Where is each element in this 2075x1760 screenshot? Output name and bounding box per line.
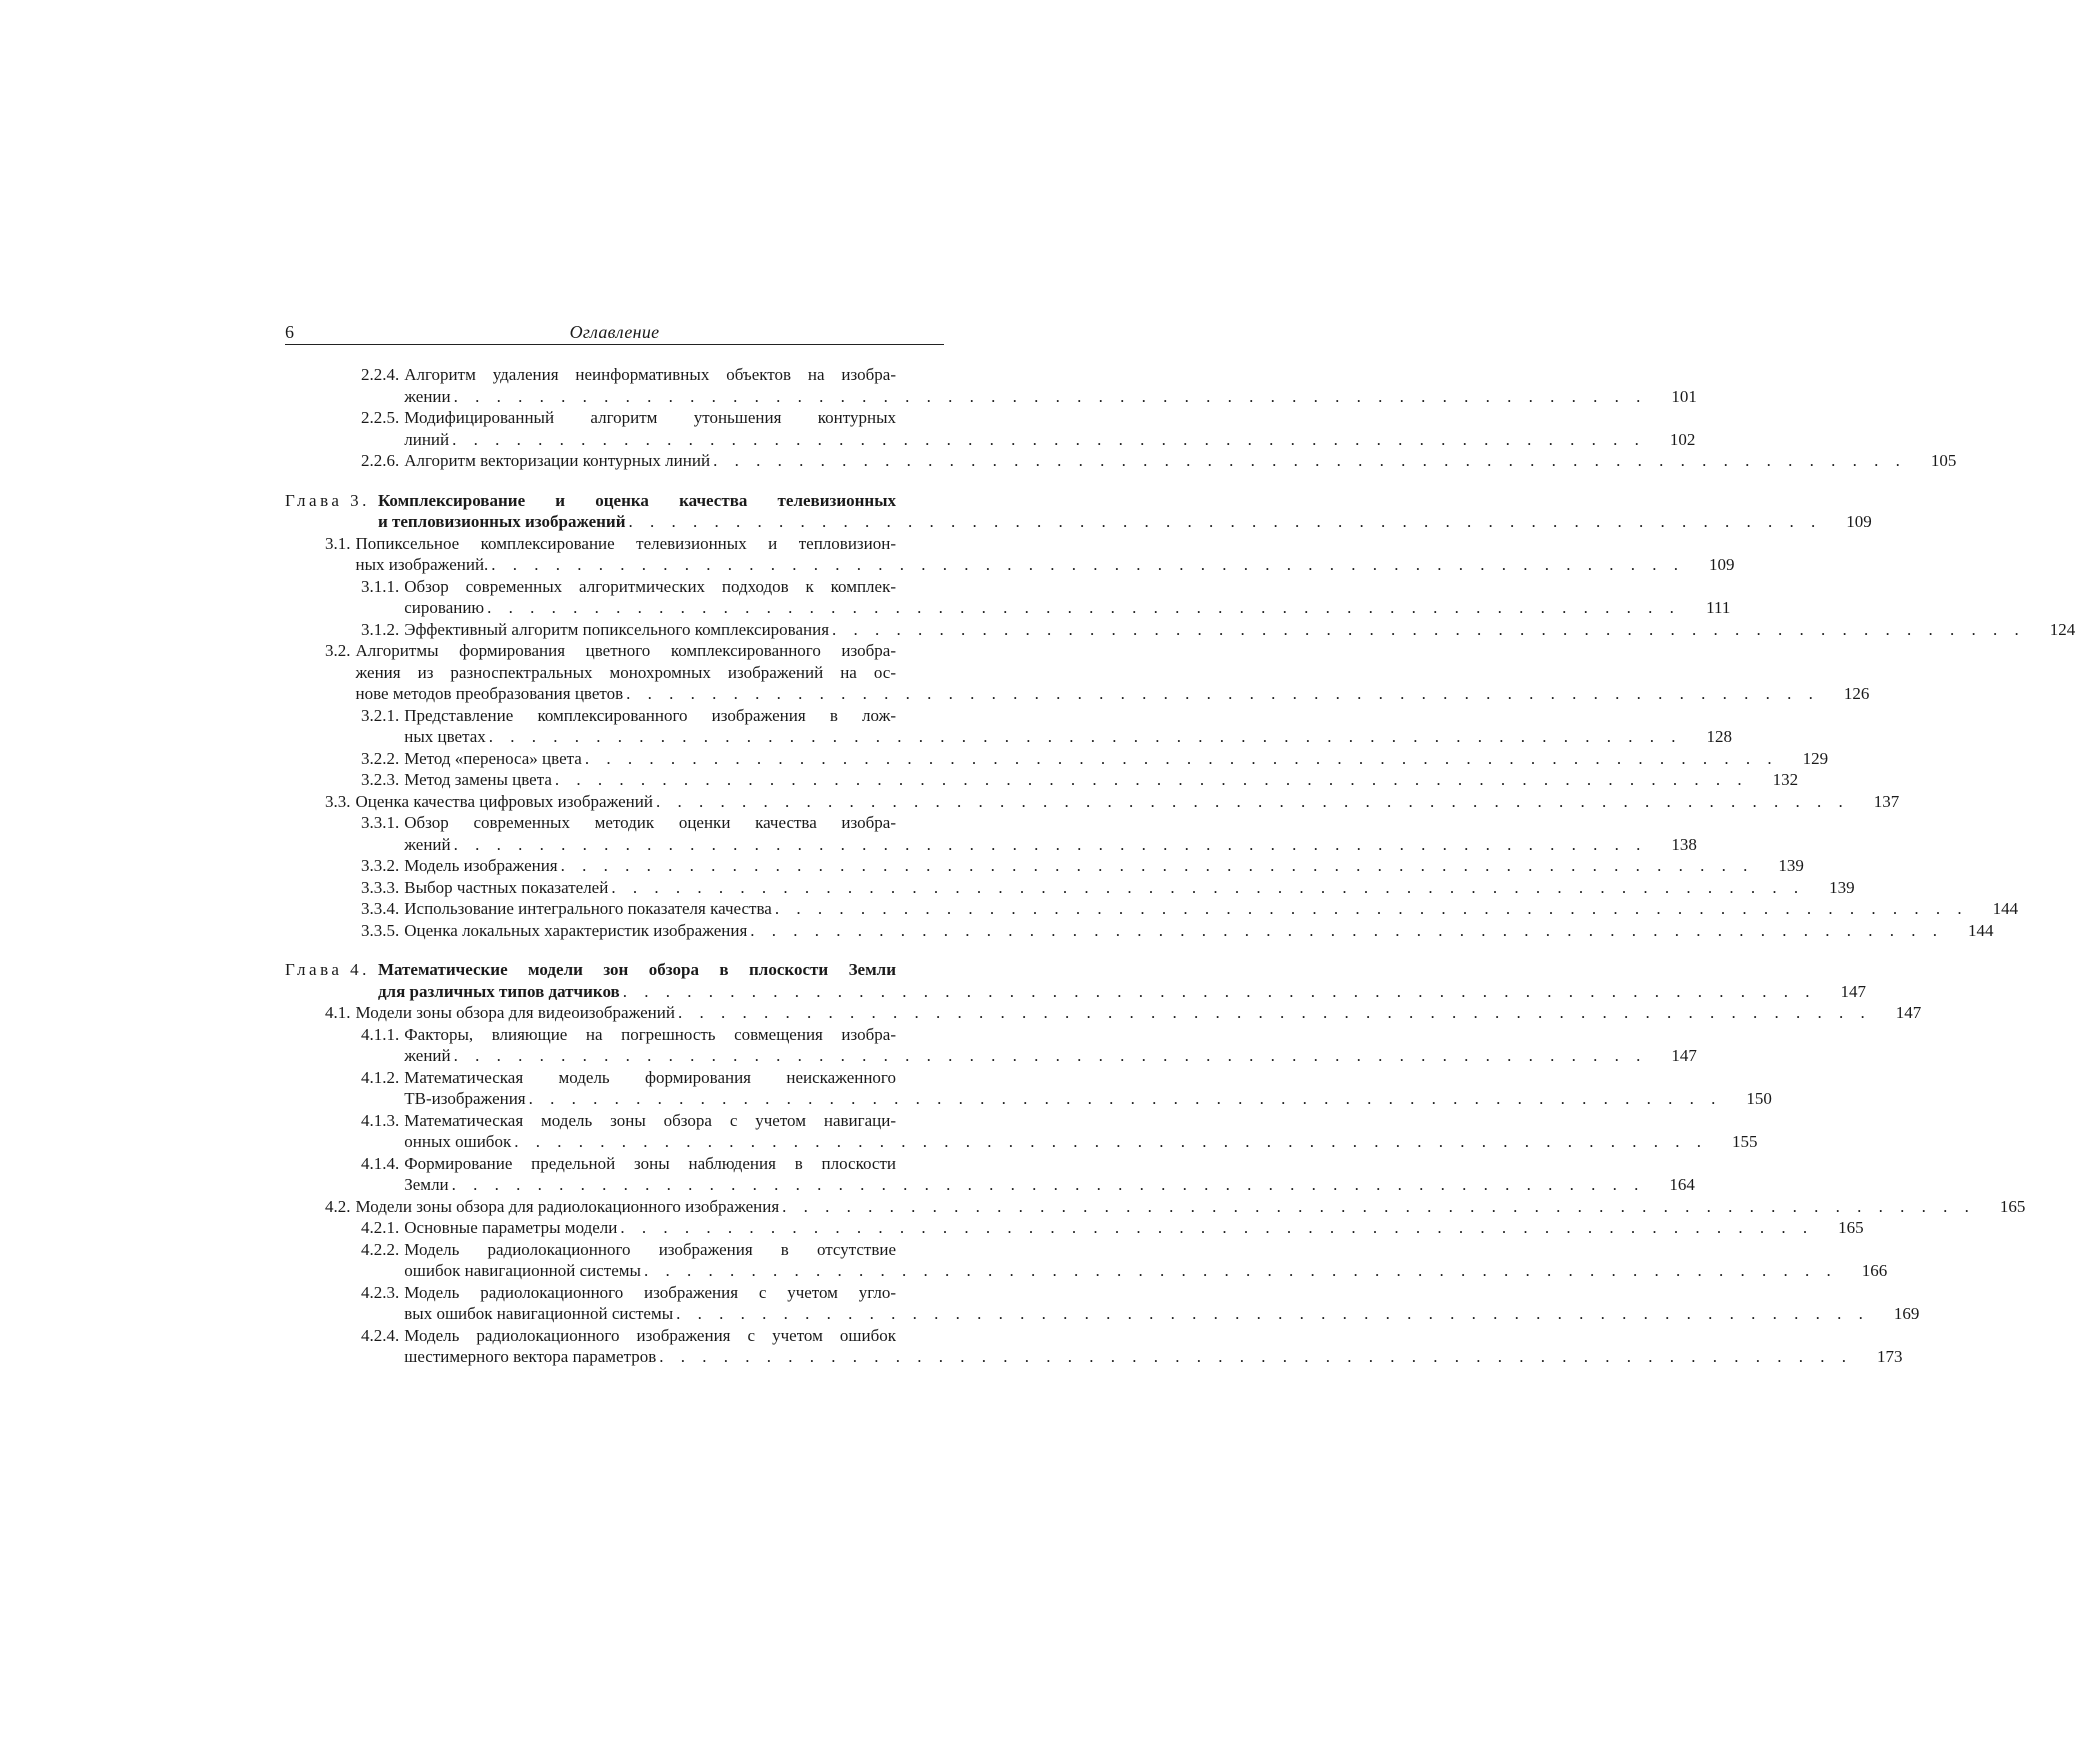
toc-entry-title-line: Математические модели зон обзора в плоскости Земли: [377, 960, 896, 979]
toc-entry-number: 3.1.2.: [361, 619, 400, 639]
toc-entry: [285, 364, 1697, 407]
toc-page-number: 128: [1706, 727, 1733, 746]
toc-entry: [285, 748, 1829, 770]
toc-entry: [285, 855, 1804, 877]
dot-leader: . . . . . . . . . . . . . . . . . . . . . . . . . . . . . . . . . . . . . . . . . . . . . . . . . . . . . . . .: [677, 1003, 1872, 1022]
dot-leader: . . . . . . . . . . . . . . . . . . . . . . . . . . . . . . . . . . . . . . . . . . . . . . . . . . . . . . . .: [560, 856, 1754, 875]
toc-chapter: [285, 490, 1872, 533]
toc-entry-title: Основные параметры модели: [404, 1218, 618, 1237]
toc-entry-title: ных изображений.: [355, 555, 489, 574]
toc-page-number: 144: [1992, 899, 2019, 918]
toc-entry-title: нове методов преобразования цветов: [355, 684, 624, 703]
toc-entry-number: 2.2.4.: [361, 365, 400, 384]
toc-page-number: 147: [1840, 981, 1866, 1001]
toc-entry-number: 3.3.4.: [361, 899, 400, 918]
toc-entry: [285, 619, 2075, 641]
toc-entry-number: 4.1.3.: [361, 1110, 400, 1130]
toc-entry-title: Модели зоны обзора для видеоизображений: [355, 1003, 675, 1022]
toc-entry-title-line: Комплексирование и оценка качества телевизионных: [377, 490, 896, 510]
toc-entry-number: 4.2.4.: [361, 1325, 400, 1345]
toc-entry-number: 3.1.: [325, 533, 351, 553]
toc-entry-number: 3.2.: [325, 641, 351, 660]
dot-leader: . . . . . . . . . . . . . . . . . . . . . . . . . . . . . . . . . . . . . . . . . . . . . . . . . . . . . . . .: [528, 1089, 1722, 1108]
toc-entry-title: жении: [404, 386, 451, 406]
toc-page-number: 139: [1829, 877, 1855, 897]
toc-entry: [285, 640, 1870, 705]
dot-leader: . . . . . . . . . . . . . . . . . . . . . . . . . . . . . . . . . . . . . . . . . . . . . . . . . . . . . . . .: [655, 791, 1850, 811]
toc-page-number: 164: [1669, 1175, 1695, 1194]
page-number: 6: [285, 322, 294, 342]
toc-entry-title: ошибок навигационной системы: [404, 1261, 641, 1280]
toc-entry: [285, 920, 1994, 942]
dot-leader: . . . . . . . . . . . . . . . . . . . . . . . . . . . . . . . . . . . . . . . . . . . . . . . . . . . . . . . .: [782, 1196, 1976, 1216]
toc-entry-title-line: Обзор современных алгоритмических подходов к комплек-: [404, 576, 896, 596]
toc-entry-title: ных цветах: [404, 727, 486, 746]
toc-entry: [285, 1282, 1920, 1325]
toc-entry-number: 4.2.2.: [361, 1239, 400, 1259]
toc-entry-number: 4.1.: [325, 1003, 351, 1022]
toc-page-number: 147: [1895, 1003, 1922, 1022]
toc-page-number: 165: [1999, 1196, 2026, 1216]
toc-entry-number: Глава 4.: [285, 960, 370, 979]
dot-leader: . . . . . . . . . . . . . . . . . . . . . . . . . . . . . . . . . . . . . . . . . . . . . . . . . . . . . . . .: [626, 684, 1820, 703]
dot-leader: . . . . . . . . . . . . . . . . . . . . . . . . . . . . . . . . . . . . . . . . . . . . . . . . . . . . . . . .: [832, 619, 2026, 639]
toc-entry-number: 3.2.2.: [361, 748, 400, 768]
toc-entry-title-line: Модель радиолокационного изображения с учетом ошибок: [404, 1325, 896, 1345]
toc-entry-title: Метод замены цвета: [404, 770, 552, 789]
toc-entry-number: 3.3.3.: [361, 877, 400, 897]
toc-entry-title-line: Математическая модель формирования неискаженного: [404, 1067, 896, 1087]
toc-entry-number: 3.3.1.: [361, 813, 400, 832]
toc-entry: [285, 1067, 1772, 1110]
toc-entry-title-line: Факторы, влияющие на погрешность совмещения изобра-: [404, 1024, 896, 1044]
toc-page-number: 137: [1873, 791, 1900, 811]
dot-leader: . . . . . . . . . . . . . . . . . . . . . . . . . . . . . . . . . . . . . . . . . . . . . . . . . . . . . . . .: [620, 1218, 1814, 1237]
toc-page-number: 165: [1838, 1218, 1864, 1237]
toc-page-number: 109: [1846, 512, 1872, 531]
toc-entry-title-line: жения из разноспектральных монохромных изображений на ос-: [355, 662, 896, 682]
toc-entry: [285, 450, 1957, 472]
toc-entry: [285, 877, 1855, 899]
dot-leader: . . . . . . . . . . . . . . . . . . . . . . . . . . . . . . . . . . . . . . . . . . . . . . . . . . . . . . . .: [713, 451, 1907, 470]
toc-entry-title-line: Модель радиолокационного изображения с учетом угло-: [404, 1282, 896, 1302]
toc-entry: [285, 1153, 1695, 1196]
toc-entry-number: 4.1.1.: [361, 1024, 400, 1044]
toc-entry: [285, 533, 1735, 576]
toc-entry-title: сированию: [404, 598, 485, 617]
toc-entry-number: 3.3.2.: [361, 856, 400, 875]
toc-page-number: 169: [1893, 1304, 1920, 1323]
dot-leader: . . . . . . . . . . . . . . . . . . . . . . . . . . . . . . . . . . . . . . . . . . . . . . . . . . . . . . . .: [453, 834, 1647, 854]
dot-leader: . . . . . . . . . . . . . . . . . . . . . . . . . . . . . . . . . . . . . . . . . . . . . . . . . . . . . . . .: [774, 899, 1969, 918]
toc-entry: [285, 1196, 2026, 1218]
toc-entry-number: 4.2.3.: [361, 1282, 400, 1302]
dot-leader: . . . . . . . . . . . . . . . . . . . . . . . . . . . . . . . . . . . . . . . . . . . . . . . . . . . . . . . .: [554, 770, 1749, 789]
toc-entry-number: 2.2.5.: [361, 408, 400, 427]
toc-page-number: 150: [1746, 1089, 1772, 1108]
dot-leader: . . . . . . . . . . . . . . . . . . . . . . . . . . . . . . . . . . . . . . . . . . . . . . . . . . . . . . . .: [628, 512, 1822, 531]
toc-entry-title: Выбор частных показателей: [404, 877, 609, 897]
toc-entry-title: жений: [404, 834, 451, 854]
toc-page-number: 132: [1772, 770, 1799, 789]
toc-page-number: 109: [1709, 555, 1735, 574]
toc-entry: [285, 576, 1731, 619]
toc-entry-title: Оценка качества цифровых изображений: [355, 791, 653, 811]
toc-entry: [285, 791, 1900, 813]
toc-chapter: [285, 959, 1866, 1002]
dot-leader: . . . . . . . . . . . . . . . . . . . . . . . . . . . . . . . . . . . . . . . . . . . . . . . . . . . . . . . .: [491, 555, 1685, 574]
toc-entry: [285, 769, 1799, 791]
toc-entry-title: линий: [404, 429, 450, 449]
toc-page-number: 105: [1930, 451, 1957, 470]
toc-entry-title: Модели зоны обзора для радиолокационного изображения: [355, 1196, 780, 1216]
toc-entry-title-line: Модель радиолокационного изображения в отсутствие: [404, 1239, 896, 1259]
toc-entry-title: Метод «переноса» цвета: [404, 748, 582, 768]
dot-leader: . . . . . . . . . . . . . . . . . . . . . . . . . . . . . . . . . . . . . . . . . . . . . . . . . . . . . . . .: [750, 920, 1944, 940]
toc-page-number: 155: [1731, 1132, 1758, 1151]
toc-entry-title: и тепловизионных изображений: [377, 512, 626, 531]
toc-entry-title: ТВ-изображения: [404, 1089, 526, 1108]
toc-entry-title: Оценка локальных характеристик изображения: [404, 920, 748, 940]
toc-page-number: 102: [1669, 429, 1696, 449]
toc-entry-title: вых ошибок навигационной системы: [404, 1304, 674, 1323]
dot-leader: . . . . . . . . . . . . . . . . . . . . . . . . . . . . . . . . . . . . . . . . . . . . . . . . . . . . . . . .: [676, 1304, 1870, 1323]
toc-page-number: 101: [1671, 386, 1697, 406]
toc-entry-number: 4.1.4.: [361, 1153, 400, 1173]
toc-entry-number: 3.2.3.: [361, 770, 400, 789]
toc-entry-title-line: Формирование предельной зоны наблюдения в плоскости: [404, 1153, 896, 1173]
dot-leader: . . . . . . . . . . . . . . . . . . . . . . . . . . . . . . . . . . . . . . . . . . . . . . . . . . . . . . . .: [451, 1175, 1645, 1194]
dot-leader: . . . . . . . . . . . . . . . . . . . . . . . . . . . . . . . . . . . . . . . . . . . . . . . . . . . . . . . .: [453, 1046, 1647, 1065]
toc-entry: [285, 1002, 1922, 1024]
toc-entry: [285, 898, 2019, 920]
dot-leader: . . . . . . . . . . . . . . . . . . . . . . . . . . . . . . . . . . . . . . . . . . . . . . . . . . . . . . . .: [622, 981, 1816, 1001]
toc-entry-number: 3.3.5.: [361, 920, 400, 940]
toc-entry-title: шестимерного вектора параметров: [404, 1347, 657, 1366]
dot-leader: . . . . . . . . . . . . . . . . . . . . . . . . . . . . . . . . . . . . . . . . . . . . . . . . . . . . . . . .: [452, 429, 1646, 449]
toc-entry-number: 4.2.1.: [361, 1218, 400, 1237]
table-of-contents: [285, 364, 2075, 1368]
toc-entry-number: 3.3.: [325, 791, 351, 811]
toc-entry: [285, 705, 1733, 748]
toc-entry: [285, 1024, 1697, 1067]
toc-entry-title-line: Представление комплексированного изображения в лож-: [404, 705, 896, 725]
dot-leader: . . . . . . . . . . . . . . . . . . . . . . . . . . . . . . . . . . . . . . . . . . . . . . . . . . . . . . . .: [643, 1261, 1838, 1280]
toc-page-number: 138: [1671, 834, 1697, 854]
toc-page-number: 166: [1861, 1261, 1888, 1280]
toc-entry-title: онных ошибок: [404, 1132, 512, 1151]
toc-entry-number: 3.1.1.: [361, 576, 400, 596]
dot-leader: . . . . . . . . . . . . . . . . . . . . . . . . . . . . . . . . . . . . . . . . . . . . . . . . . . . . . . . .: [584, 748, 1779, 768]
toc-page-number: 129: [1802, 748, 1829, 768]
toc-page-number: 126: [1843, 684, 1870, 703]
toc-entry-title: Эффективный алгоритм попиксельного комплексирования: [404, 619, 830, 639]
toc-entry: [285, 1217, 1864, 1239]
toc-entry-title-line: Попиксельное комплексирование телевизионных и тепловизион-: [355, 533, 896, 553]
toc-entry: [285, 812, 1697, 855]
toc-entry-title-line: Алгоритм удаления неинформативных объектов на изобра-: [404, 365, 896, 384]
toc-entry: [285, 1325, 1903, 1368]
running-header: [285, 322, 944, 345]
toc-entry-title-line: Модифицированный алгоритм утоньшения контурных: [404, 408, 896, 427]
toc-entry-title: Использование интегрального показателя качества: [404, 899, 772, 918]
toc-entry-title-line: Алгоритмы формирования цветного комплексированного изобра-: [355, 641, 896, 660]
toc-entry-title-line: Обзор современных методик оценки качества изобра-: [404, 813, 896, 832]
toc-entry-number: 2.2.6.: [361, 451, 400, 470]
dot-leader: . . . . . . . . . . . . . . . . . . . . . . . . . . . . . . . . . . . . . . . . . . . . . . . . . . . . . . . .: [488, 727, 1683, 746]
dot-leader: . . . . . . . . . . . . . . . . . . . . . . . . . . . . . . . . . . . . . . . . . . . . . . . . . . . . . . . .: [487, 598, 1681, 617]
toc-page-number: 173: [1877, 1347, 1903, 1366]
toc-entry-number: 3.2.1.: [361, 705, 400, 725]
dot-leader: . . . . . . . . . . . . . . . . . . . . . . . . . . . . . . . . . . . . . . . . . . . . . . . . . . . . . . . .: [611, 877, 1805, 897]
toc-entry: [285, 407, 1696, 450]
toc-page-number: 147: [1671, 1046, 1697, 1065]
toc-entry-number: Глава 3.: [285, 490, 370, 510]
running-title: Оглавление: [569, 322, 660, 342]
toc-entry-title-line: Математическая модель зоны обзора с учетом навигаци-: [404, 1110, 896, 1130]
toc-page-number: 139: [1778, 856, 1804, 875]
toc-page-number: 124: [2049, 619, 2075, 639]
dot-leader: . . . . . . . . . . . . . . . . . . . . . . . . . . . . . . . . . . . . . . . . . . . . . . . . . . . . . . . .: [659, 1347, 1853, 1366]
toc-entry-title: для различных типов датчиков: [377, 981, 620, 1001]
toc-entry-title: Алгоритм векторизации контурных линий: [404, 451, 711, 470]
toc-entry-title: Земли: [404, 1175, 449, 1194]
toc-entry-title: жений: [404, 1046, 451, 1065]
toc-page-number: 144: [1968, 920, 1994, 940]
toc-entry-number: 4.2.: [325, 1196, 351, 1216]
dot-leader: . . . . . . . . . . . . . . . . . . . . . . . . . . . . . . . . . . . . . . . . . . . . . . . . . . . . . . . .: [453, 386, 1647, 406]
toc-entry: [285, 1110, 1758, 1153]
toc-page-number: 111: [1706, 598, 1731, 617]
toc-entry: [285, 1239, 1888, 1282]
toc-entry-title: Модель изображения: [404, 856, 558, 875]
toc-entry-number: 4.1.2.: [361, 1067, 400, 1087]
dot-leader: . . . . . . . . . . . . . . . . . . . . . . . . . . . . . . . . . . . . . . . . . . . . . . . . . . . . . . . .: [514, 1132, 1708, 1151]
